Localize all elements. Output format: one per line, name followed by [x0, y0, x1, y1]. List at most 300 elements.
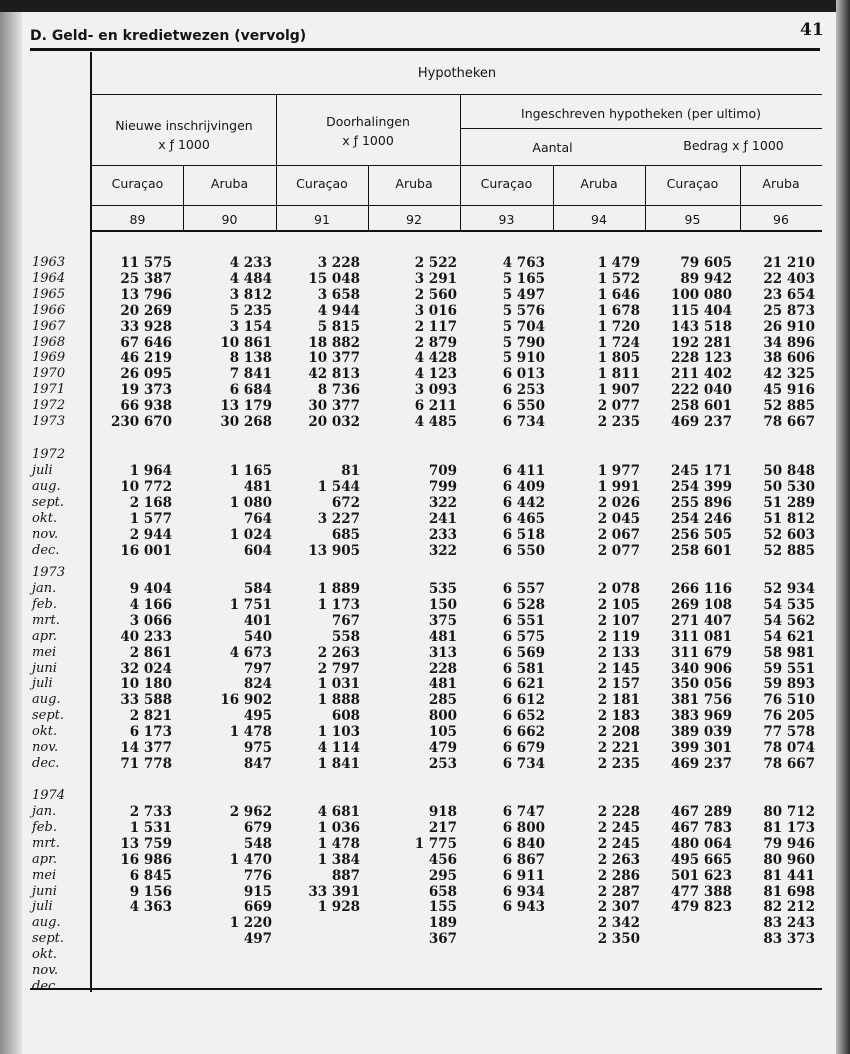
rule — [92, 205, 822, 206]
table-cell: 1 036 — [317, 819, 360, 836]
table-cell: 350 056 — [670, 676, 732, 693]
table-cell: 604 — [243, 542, 272, 559]
column-number: 89 — [129, 212, 146, 227]
table-cell: 4 363 — [129, 899, 172, 916]
table-cell: 672 — [331, 494, 360, 511]
table-cell: 6 840 — [502, 835, 545, 852]
table-cell: 1 907 — [597, 382, 640, 399]
table-cell: 1 775 — [414, 835, 457, 852]
row-label: nov. — [32, 740, 59, 755]
table-cell: 6 612 — [502, 692, 545, 709]
table-cell: 399 301 — [670, 740, 732, 756]
table-cell: 2 861 — [129, 644, 172, 661]
table-cell: 105 — [428, 724, 457, 741]
table-cell: 6 943 — [502, 899, 545, 916]
table-cell: 18 882 — [308, 334, 360, 351]
table-cell: 1 577 — [129, 510, 172, 527]
row-label: nov. — [32, 963, 59, 978]
table-cell: 1 928 — [317, 899, 360, 916]
table-cell: 6 800 — [502, 819, 545, 836]
section-heading: 1972 — [32, 447, 66, 462]
table-cell: 81 173 — [763, 819, 815, 836]
table-cell: 5 576 — [502, 302, 545, 319]
table-cell: 2 145 — [597, 660, 640, 677]
table-cell: 230 670 — [110, 414, 172, 430]
scan-edge-top — [0, 0, 850, 12]
row-label: mrt. — [32, 835, 60, 851]
table-cell: 3 228 — [317, 255, 360, 271]
table-cell: 495 — [243, 708, 272, 725]
table-cell: 5 165 — [502, 270, 545, 287]
column-number: 96 — [773, 212, 789, 227]
table-cell: 228 — [428, 660, 457, 677]
row-label: dec. — [32, 755, 60, 771]
table-cell: 2 183 — [597, 708, 640, 725]
table-cell: 2 245 — [597, 835, 640, 852]
table-cell: 4 114 — [317, 740, 360, 756]
table-cell: 497 — [243, 931, 272, 948]
table-cell: 340 906 — [670, 660, 732, 677]
table-cell: 2 263 — [317, 644, 360, 661]
table-cell: 233 — [428, 526, 457, 543]
table-cell: 658 — [428, 883, 457, 900]
table-cell: 540 — [243, 628, 272, 645]
table-cell: 266 116 — [670, 581, 732, 597]
table-cell: 685 — [331, 526, 360, 543]
row-label: apr. — [32, 628, 57, 644]
table-cell: 2 879 — [414, 334, 457, 351]
table-cell: 1 888 — [317, 692, 360, 709]
table-cell: 1 811 — [597, 366, 640, 383]
table-cell: 79 605 — [680, 255, 732, 271]
row-label: feb. — [32, 596, 57, 612]
table-cell: 469 237 — [670, 414, 732, 430]
table-cell: 222 040 — [670, 382, 732, 399]
table-cell: 2 733 — [129, 804, 172, 820]
section-title: D. Geld- en kredietwezen (vervolg) — [30, 28, 307, 44]
table-cell: 256 505 — [670, 526, 732, 543]
table-cell: 23 654 — [763, 286, 815, 303]
table-cell: 1 678 — [597, 302, 640, 319]
column-header: Curaçao — [111, 176, 164, 191]
header-rule — [30, 48, 820, 51]
table-cell: 6 557 — [502, 581, 545, 597]
table-cell: 10 772 — [120, 478, 172, 495]
table-cell: 38 606 — [763, 350, 815, 367]
table-cell: 6 679 — [502, 740, 545, 756]
table-cell: 58 981 — [763, 644, 815, 661]
table-cell: 285 — [428, 692, 457, 709]
row-label: sept. — [32, 708, 65, 724]
table-cell: 10 377 — [308, 350, 360, 367]
table-cell: 83 373 — [763, 931, 815, 948]
column-divider — [183, 166, 184, 230]
table-cell: 16 986 — [120, 851, 172, 868]
table-cell: 52 934 — [763, 581, 815, 597]
table-cell: 1 964 — [129, 463, 172, 479]
group-cancellations: Doorhalingen — [326, 114, 410, 129]
table-cell: 13 905 — [308, 542, 360, 559]
table-cell: 2 560 — [414, 286, 457, 303]
table-cell: 2 263 — [597, 851, 640, 868]
table-cell: 50 848 — [763, 463, 815, 479]
table-cell: 100 080 — [670, 286, 732, 303]
table-cell: 54 562 — [763, 612, 815, 629]
table-cell: 1 479 — [597, 255, 640, 271]
table-cell: 9 404 — [129, 581, 172, 597]
table-cell: 367 — [428, 931, 457, 948]
table-cell: 81 698 — [763, 883, 815, 900]
table-cell: 4 484 — [229, 270, 272, 287]
table-cell: 1 977 — [597, 463, 640, 479]
table-cell: 5 704 — [502, 318, 545, 335]
table-cell: 143 518 — [670, 318, 732, 335]
table-cell: 16 001 — [120, 542, 172, 559]
table-cell: 34 896 — [763, 334, 815, 351]
table-cell: 679 — [243, 819, 272, 836]
table-cell: 467 783 — [670, 819, 732, 836]
table-cell: 764 — [243, 510, 272, 527]
table-cell: 241 — [428, 510, 457, 527]
table-cell: 887 — [331, 867, 360, 884]
table-cell: 1 220 — [229, 915, 272, 932]
table-cell: 1 470 — [229, 851, 272, 868]
table-cell: 79 946 — [763, 835, 815, 852]
table-cell: 10 180 — [120, 676, 172, 693]
table-cell: 13 796 — [120, 286, 172, 303]
table-cell: 40 233 — [120, 628, 172, 645]
row-label: juli — [32, 463, 53, 478]
group-amount: Bedrag x ƒ 1000 — [683, 138, 784, 153]
row-label: jan. — [32, 804, 57, 819]
table-cell: 258 601 — [670, 398, 732, 415]
table-cell: 918 — [428, 804, 457, 820]
table-cell: 258 601 — [670, 542, 732, 559]
table-cell: 6 211 — [414, 398, 457, 415]
table-cell: 11 575 — [120, 255, 172, 271]
scan-edge-left — [0, 12, 22, 1054]
column-number: 95 — [684, 212, 701, 227]
table-cell: 33 928 — [120, 318, 172, 335]
table-cell: 6 013 — [502, 366, 545, 383]
table-cell: 3 093 — [414, 382, 457, 399]
table-cell: 584 — [243, 581, 272, 597]
table-cell: 6 734 — [502, 414, 545, 430]
row-label: 1965 — [32, 286, 66, 302]
table-cell: 5 497 — [502, 286, 545, 303]
table-cell: 6 684 — [229, 382, 272, 399]
rule — [92, 94, 822, 95]
table-cell: 2 045 — [597, 510, 640, 527]
row-label: aug. — [32, 692, 61, 708]
row-label: 1966 — [32, 302, 66, 318]
table-cell: 3 658 — [317, 286, 360, 303]
table-cell: 322 — [428, 494, 457, 511]
table-cell: 81 — [341, 463, 360, 479]
table-cell: 89 942 — [680, 270, 732, 287]
column-number: 90 — [221, 212, 238, 227]
table-cell: 6 734 — [502, 755, 545, 772]
table-cell: 389 039 — [670, 724, 732, 741]
table-cell: 2 307 — [597, 899, 640, 916]
table-cell: 81 441 — [763, 867, 815, 884]
row-label: okt. — [32, 510, 58, 526]
table-cell: 847 — [243, 755, 272, 772]
table-cell: 608 — [331, 708, 360, 725]
table-cell: 211 402 — [670, 366, 732, 383]
table-cell: 45 916 — [763, 382, 815, 399]
table-cell: 1 031 — [317, 676, 360, 693]
row-label: juni — [32, 883, 57, 899]
table-cell: 83 243 — [763, 915, 815, 932]
table-cell: 67 646 — [120, 334, 172, 351]
table-cell: 383 969 — [670, 708, 732, 725]
table-cell: 269 108 — [670, 596, 732, 613]
table-cell: 33 588 — [120, 692, 172, 709]
table-cell: 481 — [428, 676, 457, 693]
table-cell: 6 550 — [502, 542, 545, 559]
table-cell: 78 074 — [763, 740, 815, 756]
table-cell: 1 751 — [229, 596, 272, 613]
table-cell: 5 790 — [502, 334, 545, 351]
table-cell: 6 173 — [129, 724, 172, 741]
column-header: Aruba — [580, 176, 618, 191]
table-cell: 6 867 — [502, 851, 545, 868]
table-cell: 51 812 — [763, 510, 815, 527]
group-count: Aantal — [532, 140, 573, 155]
table-cell: 3 016 — [414, 302, 457, 319]
table-cell: 2 221 — [597, 740, 640, 756]
table-cell: 15 048 — [308, 270, 360, 287]
table-cell: 1 724 — [597, 334, 640, 351]
table-cell: 9 156 — [129, 883, 172, 900]
column-header: Curaçao — [480, 176, 533, 191]
table-cell: 150 — [428, 596, 457, 613]
table-cell: 189 — [428, 915, 457, 932]
table-cell: 776 — [243, 867, 272, 884]
table-cell: 271 407 — [670, 612, 732, 629]
row-label: mei — [32, 867, 57, 883]
column-header: Aruba — [395, 176, 433, 191]
table-cell: 1 080 — [229, 494, 272, 511]
table-cell: 30 377 — [308, 398, 360, 415]
row-label: aug. — [32, 478, 61, 494]
rule — [92, 230, 822, 232]
table-cell: 1 165 — [229, 463, 272, 479]
column-divider — [460, 95, 461, 230]
table-cell: 4 681 — [317, 804, 360, 820]
column-divider — [740, 166, 741, 230]
row-label: 1970 — [32, 366, 66, 382]
table-cell: 1 805 — [597, 350, 640, 367]
table-cell: 2 797 — [317, 660, 360, 677]
row-label: okt. — [32, 947, 58, 963]
row-label: 1963 — [32, 255, 66, 270]
table-cell: 2 245 — [597, 819, 640, 836]
rule — [92, 165, 822, 166]
table-cell: 155 — [428, 899, 457, 916]
table-cell: 54 535 — [763, 596, 815, 613]
table-cell: 26 910 — [763, 318, 815, 335]
column-number: 94 — [591, 212, 607, 227]
table-cell: 2 342 — [597, 915, 640, 932]
table-cell: 32 024 — [120, 660, 172, 677]
table-cell: 1 384 — [317, 851, 360, 868]
table-cell: 2 286 — [597, 867, 640, 884]
table-cell: 6 662 — [502, 724, 545, 741]
column-header: Curaçao — [666, 176, 719, 191]
table-cell: 3 291 — [414, 270, 457, 287]
table-cell: 1 478 — [229, 724, 272, 741]
table-cell: 2 157 — [597, 676, 640, 693]
table-cell: 2 821 — [129, 708, 172, 725]
row-label: 1973 — [32, 414, 66, 429]
table-cell: 20 032 — [308, 414, 360, 430]
table-cell: 6 528 — [502, 596, 545, 613]
row-label: 1968 — [32, 334, 66, 350]
group-registered-mortgages: Ingeschreven hypotheken (per ultimo) — [521, 106, 761, 121]
table-cell: 6 569 — [502, 644, 545, 661]
table-cell: 22 403 — [763, 270, 815, 287]
table-cell: 311 679 — [670, 644, 732, 661]
row-label: sept. — [32, 494, 65, 510]
table-cell: 6 911 — [502, 867, 545, 884]
table-cell: 548 — [243, 835, 272, 852]
table-cell: 375 — [428, 612, 457, 629]
row-label: 1969 — [32, 350, 66, 366]
table-cell: 5 235 — [229, 302, 272, 319]
table-cell: 2 962 — [229, 804, 272, 820]
table-cell: 59 893 — [763, 676, 815, 693]
table-cell: 4 944 — [317, 302, 360, 319]
table-cell: 501 623 — [670, 867, 732, 884]
section-heading: 1973 — [32, 565, 66, 580]
table-cell: 477 388 — [670, 883, 732, 900]
table-cell: 25 873 — [763, 302, 815, 319]
table-cell: 1 572 — [597, 270, 640, 287]
table-cell: 481 — [243, 478, 272, 495]
table-cell: 5 815 — [317, 318, 360, 335]
table-cell: 2 077 — [597, 542, 640, 559]
table-cell: 2 067 — [597, 526, 640, 543]
table-cell: 2 235 — [597, 755, 640, 772]
table-cell: 3 154 — [229, 318, 272, 335]
scan-edge-right — [836, 0, 850, 1054]
table-cell: 78 667 — [763, 755, 815, 772]
group-new-registrations-unit: x ƒ 1000 — [158, 137, 210, 152]
table-cell: 4 166 — [129, 596, 172, 613]
table-cell: 59 551 — [763, 660, 815, 677]
table-cell: 480 064 — [670, 835, 732, 852]
rule — [460, 128, 822, 129]
table-cell: 1 024 — [229, 526, 272, 543]
table-cell: 1 720 — [597, 318, 640, 335]
table-cell: 6 581 — [502, 660, 545, 677]
table-cell: 915 — [243, 883, 272, 900]
table-cell: 381 756 — [670, 692, 732, 709]
table-cell: 6 652 — [502, 708, 545, 725]
table-cell: 975 — [243, 740, 272, 756]
table-cell: 2 077 — [597, 398, 640, 415]
table-cell: 51 289 — [763, 494, 815, 511]
table-cell: 10 861 — [220, 334, 272, 351]
table-cell: 52 603 — [763, 526, 815, 543]
table-cell: 558 — [331, 628, 360, 645]
table-cell: 800 — [428, 708, 457, 725]
table-cell: 6 934 — [502, 883, 545, 900]
table-cell: 4 485 — [414, 414, 457, 430]
column-divider — [645, 166, 646, 230]
table-cell: 2 078 — [597, 581, 640, 597]
table-cell: 76 510 — [763, 692, 815, 709]
table-cell: 6 551 — [502, 612, 545, 629]
table-cell: 6 409 — [502, 478, 545, 495]
row-label: aug. — [32, 915, 61, 931]
table-cell: 82 212 — [763, 899, 815, 916]
row-label: okt. — [32, 724, 58, 740]
table-cell: 2 522 — [414, 255, 457, 271]
table-cell: 2 026 — [597, 494, 640, 511]
table-cell: 799 — [428, 478, 457, 495]
table-cell: 311 081 — [670, 628, 732, 645]
table-cell: 42 325 — [763, 366, 815, 383]
table-cell: 254 246 — [670, 510, 732, 527]
table-cell: 13 759 — [120, 835, 172, 852]
table-cell: 3 812 — [229, 286, 272, 303]
table-cell: 2 235 — [597, 414, 640, 430]
table-cell: 4 123 — [414, 366, 457, 383]
row-label: 1972 — [32, 398, 66, 414]
table-cell: 6 411 — [502, 463, 545, 479]
table-cell: 1 544 — [317, 478, 360, 495]
column-header: Aruba — [762, 176, 800, 191]
table-cell: 3 066 — [129, 612, 172, 629]
table-cell: 4 763 — [502, 255, 545, 271]
table-cell: 469 237 — [670, 755, 732, 772]
table-cell: 7 841 — [229, 366, 272, 383]
row-label: dec. — [32, 978, 60, 994]
table-cell: 824 — [243, 676, 272, 693]
row-label: mei — [32, 644, 57, 660]
table-cell: 2 350 — [597, 931, 640, 948]
bottom-rule — [30, 988, 822, 990]
row-label: juli — [32, 899, 53, 915]
table-cell: 495 665 — [670, 851, 732, 868]
column-divider — [368, 166, 369, 230]
table-cell: 16 902 — [220, 692, 272, 709]
table-cell: 6 442 — [502, 494, 545, 511]
table-cell: 6 747 — [502, 804, 545, 820]
row-label: jan. — [32, 581, 57, 596]
table-cell: 6 845 — [129, 867, 172, 884]
table-cell: 25 387 — [120, 270, 172, 287]
table-cell: 66 938 — [120, 398, 172, 415]
table-cell: 2 228 — [597, 804, 640, 820]
table-cell: 4 233 — [229, 255, 272, 271]
table-cell: 50 530 — [763, 478, 815, 495]
table-cell: 3 227 — [317, 510, 360, 527]
table-cell: 2 133 — [597, 644, 640, 661]
table-cell: 245 171 — [670, 463, 732, 479]
table-cell: 797 — [243, 660, 272, 677]
table-cell: 481 — [428, 628, 457, 645]
table-cell: 2 944 — [129, 526, 172, 543]
section-heading: 1974 — [32, 788, 66, 803]
table-cell: 6 465 — [502, 510, 545, 527]
table-cell: 8 138 — [229, 350, 272, 367]
table-cell: 255 896 — [670, 494, 732, 511]
table-cell: 14 377 — [120, 740, 172, 756]
